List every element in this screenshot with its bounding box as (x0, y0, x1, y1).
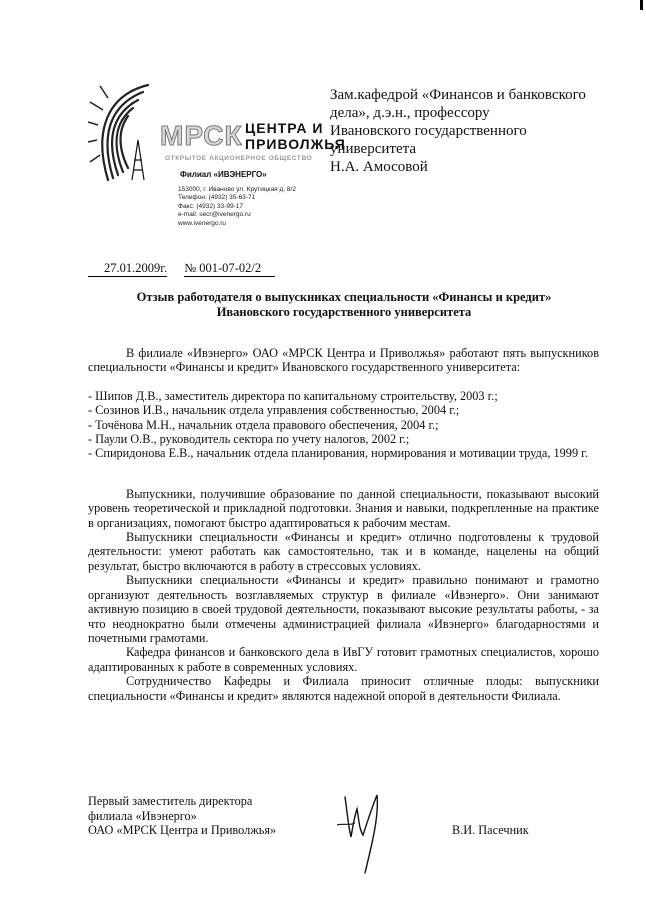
address: 153000, г. Иваново ул. Крутицкая д. 8/2 (178, 186, 296, 193)
fax: Факс: (4932) 33-99-17 (178, 202, 243, 210)
document-title (88, 290, 600, 320)
brand-mrsk: МРСК (160, 120, 243, 151)
paragraph-3: Выпускники специальности «Финансы и кредит» правильно понимают и грамотно организуют деятельность возглавляемых структур в филиале «Ивэнерго». Они занимают активную позицию в своей трудовой деятельности, показывают высокие результаты работы, - за что неоднократно были отмечены администрацией филиала «Ивэнерго» благодарностями и почетными грамотами. (88, 573, 599, 645)
title-line-1: Отзыв работодателя о выпускниках специальности «Финансы и кредит» (136, 290, 552, 304)
list-item: - Точёнова М.Н., начальник отдела правового обеспечения, 2004 г.; (88, 417, 439, 432)
phone: Телефон: (4932) 35-63-71 (178, 194, 256, 202)
graduates-list (88, 389, 599, 461)
letter-date: 27.01.2009г. (88, 261, 167, 277)
list-item: - Созинов И.В., начальник отдела управления собственностью, 2004 г.; (88, 403, 460, 418)
company-type: ОТКРЫТОЕ АКЦИОНЕРНОЕ ОБЩЕСТВО (165, 155, 313, 162)
email: e-mail: secr@ivenergo.ru (178, 211, 251, 219)
addressee-line-5: Н.А. Амосовой (330, 159, 428, 175)
letter-number: № 001-07-02/2 (184, 261, 275, 277)
paragraph-1: Выпускники, получившие образование по данной специальности, показывают высокий уровень теоретической и прикладной подготовки. Знания и навыки, подкрепленные на практике в организациях, помогают быстро адаптироваться к рабочим местам. (88, 486, 599, 530)
mrsk-logo-icon (88, 80, 154, 190)
list-item: - Паули О.В., руководитель сектора по учету налогов, 2002 г.; (88, 432, 410, 447)
reference-line (88, 261, 275, 277)
paragraph-5: Сотрудничество Кафедры и Филиала приносит отличные плоды: выпускники специальности «Финансы и кредит» являются надежной опорой в деятельности Филиала. (88, 674, 599, 703)
paragraph-2: Выпускники специальности «Финансы и кредит» отлично подготовлены к трудовой деятельности: умеют работать как самостоятельно, так и в команде, нацелены на общий результат, быстро включаются в работу в стрессовых условиях. (88, 530, 599, 573)
brand-line-2: ПРИВОЛЖЬЯ (245, 136, 346, 152)
list-item: - Шипов Д.В., заместитель директора по капитальному строительству, 2003 г.; (88, 388, 498, 403)
brand-line-1: ЦЕНТРА И (245, 120, 324, 136)
signatory-title-line-3: ОАО «МРСК Центра и Приволжья» (88, 823, 277, 837)
addressee-line-3: Ивановского государственного (330, 123, 527, 139)
signatory-name: В.И. Пасечник (452, 823, 529, 837)
paragraph-4: Кафедра финансов и банковского дела в ИвГУ готовит грамотных специалистов, хорошо адаптированных к работе в современных условиях. (88, 645, 599, 674)
addressee-line-1: Зам.кафедрой «Финансов и банковского (330, 87, 586, 103)
signatory-title-line-1: Первый заместитель директора (88, 794, 253, 808)
title-line-2: Ивановского государственного университета (216, 305, 472, 319)
contact-block (178, 186, 296, 228)
handwritten-signature (333, 785, 393, 875)
list-item: - Спиридонова Е.В., начальник отдела планирования, нормирования и мотивации труда, 1999 г. (88, 446, 588, 461)
signatory-title-line-2: филиала «Ивэнерго» (88, 808, 197, 823)
addressee-block (330, 86, 610, 176)
intro-paragraph: В филиале «Ивэнерго» ОАО «МРСК Центра и Приволжья» работают пять выпускников специальности «Финансы и кредит» Ивановского государственного университета: (88, 346, 599, 375)
website: www.ivenergo.ru (178, 219, 227, 227)
signatory-title (88, 794, 276, 838)
letter-body (88, 346, 599, 703)
addressee-line-4: университета (330, 141, 417, 157)
page-edge-mark (640, 0, 643, 10)
branch-name: Филиал «ИВЭНЕРГО» (180, 170, 267, 179)
addressee-line-2: дела», д.э.н., профессору (330, 105, 490, 121)
